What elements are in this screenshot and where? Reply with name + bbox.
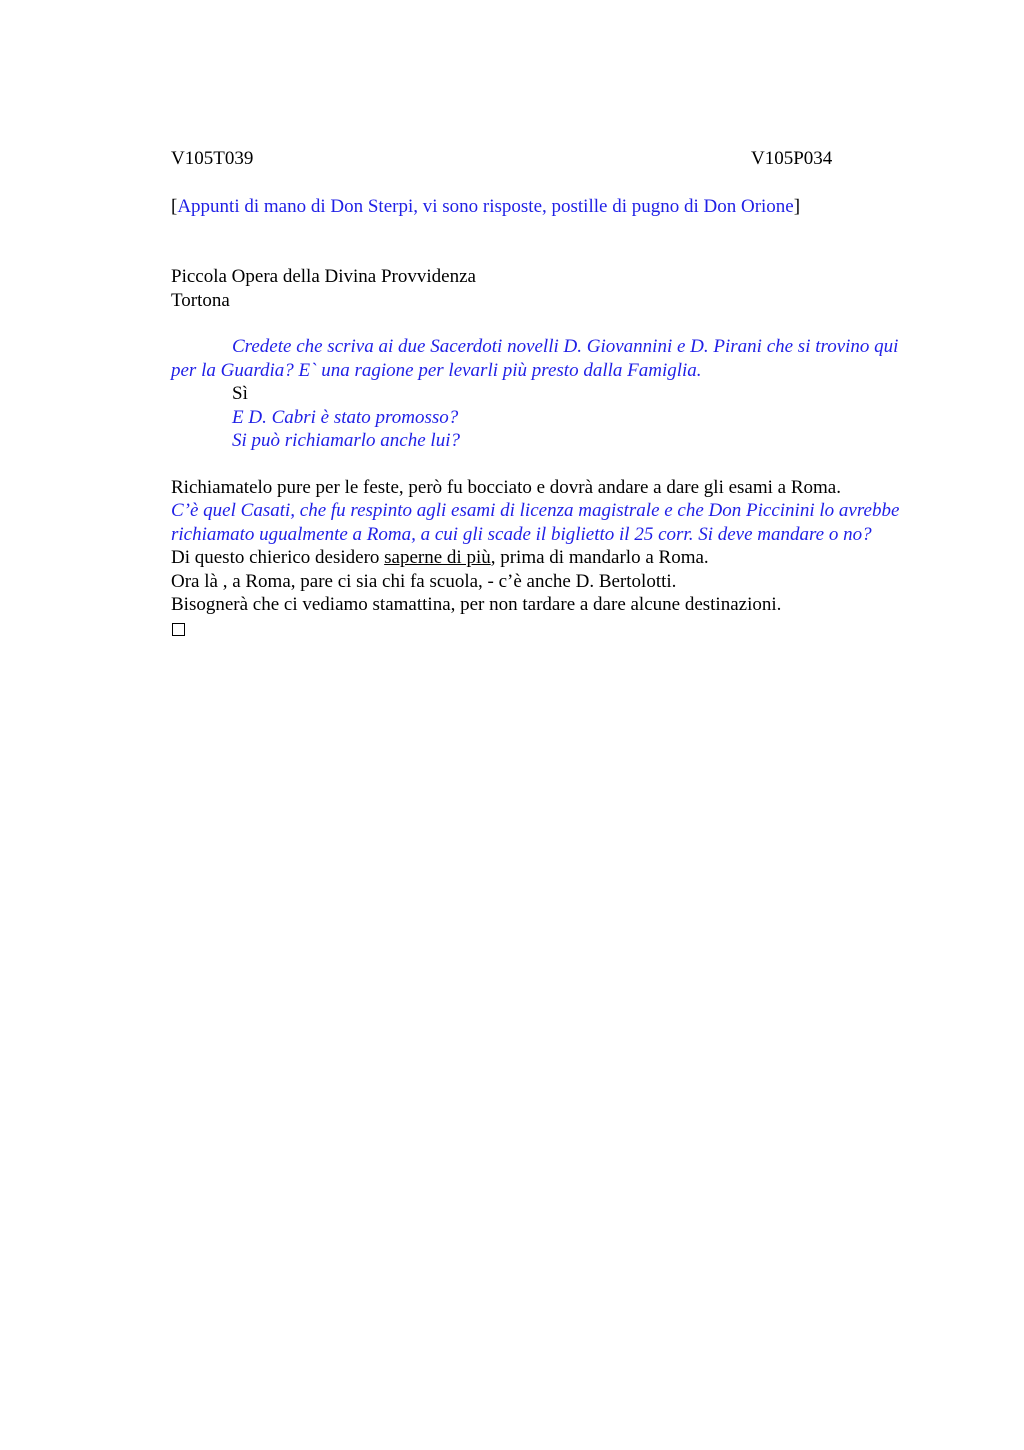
question-cabri-promoted: E D. Cabri è stato promosso? (232, 406, 459, 428)
square-outline-icon (172, 623, 185, 636)
answer-casati-end: , prima di mandarlo a Roma. (490, 547, 709, 568)
answer-bertolotti: Ora là , a Roma, pare ci sia chi fa scuola, - c’è anche D. Bertolotti. (171, 570, 677, 592)
question-cabri-recall: Si può richiamarlo anche lui? (232, 430, 460, 451)
reference-code-left: V105T039 (171, 148, 254, 169)
question-casati: C’è quel Casati, che fu respinto agli esami di licenza magistrale e che Don Piccinini lo avrebbe richiamato ugualmente a Roma, a cui gli scade il biglietto il 25 corr. Si deve mandare o no? (171, 500, 900, 545)
editorial-note (171, 195, 911, 219)
note-open-bracket: [ (171, 196, 178, 217)
answer-meeting: Bisognerà che ci vediamo stamattina, per non tardare a dare alcune destinazioni. (171, 594, 782, 615)
note-close-bracket: ] (793, 196, 801, 217)
reference-header (171, 147, 911, 171)
document-page (171, 147, 911, 636)
editorial-note-text: Appunti di mano di Don Sterpi, vi sono risposte, postille di pugno di Don Orione (177, 196, 794, 217)
address-line-1: Piccola Opera della Divina Provvidenza (171, 266, 476, 287)
question-priests: Credete che scriva ai due Sacerdoti novelli D. Giovannini e D. Pirani che si trovino qui per la Guardia? E` una ragione per levarli più presto dalla Famiglia. (171, 336, 899, 381)
address-line-2: Tortona (171, 289, 230, 311)
answer-cabri: Richiamatelo pure per le feste, però fu bocciato e dovrà andare a dare gli esami a Roma. (171, 476, 841, 498)
question-answer-block-1 (171, 335, 911, 453)
answer-casati (171, 546, 911, 570)
underlined-phrase: saperne di più (384, 547, 491, 568)
reference-code-right: V105P034 (751, 148, 833, 169)
answer-yes: Sì (232, 383, 248, 404)
question-answer-block-2 (171, 476, 911, 636)
address-block (171, 265, 911, 312)
answer-casati-start: Di questo chierico desidero (171, 547, 385, 568)
